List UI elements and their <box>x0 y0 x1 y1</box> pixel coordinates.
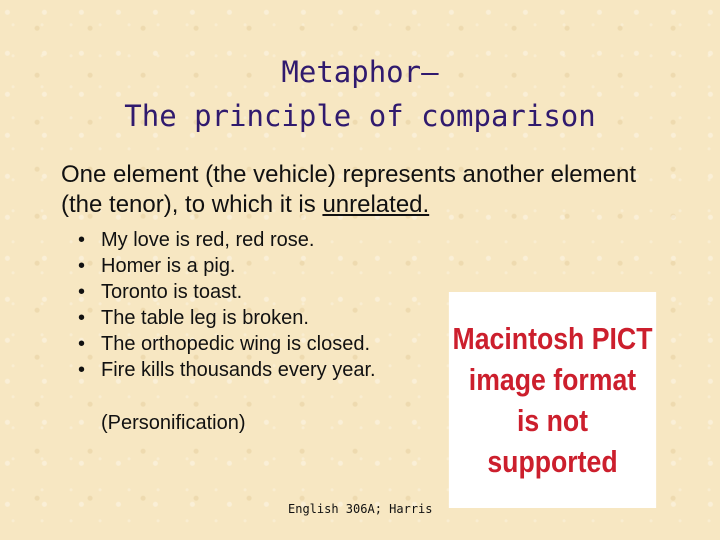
unsupported-image-placeholder <box>449 292 656 508</box>
bullet-icon: • <box>78 333 86 355</box>
list-item <box>78 331 458 357</box>
slide-title <box>0 50 720 138</box>
placeholder-line-1: Macintosh PICT <box>452 321 653 356</box>
intro-paragraph <box>61 160 671 220</box>
intro-underlined-word: unrelated. <box>322 191 430 218</box>
list-item <box>78 279 458 305</box>
bullet-icon: • <box>78 307 86 329</box>
bullet-list <box>78 227 458 383</box>
placeholder-line-3: is not supported <box>487 403 618 479</box>
title-line-1: Metaphor— <box>281 55 439 89</box>
intro-text: One element (the vehicle) represents another element (the tenor), to which it is <box>61 161 636 218</box>
list-item <box>78 305 458 331</box>
list-item <box>78 227 458 253</box>
bullet-icon: • <box>78 281 86 303</box>
list-item <box>78 357 458 383</box>
bullet-icon: • <box>78 359 86 381</box>
placeholder-line-2: image format <box>468 362 637 397</box>
list-item-text: Homer is a pig. <box>101 255 236 277</box>
bullet-icon: • <box>78 229 86 251</box>
bullet-continuation: (Personification) <box>101 412 246 434</box>
list-item-text: Fire kills thousands every year. <box>101 359 376 381</box>
list-item-text: My love is red, red rose. <box>101 229 315 251</box>
bullet-icon: • <box>78 255 86 277</box>
title-line-2: The principle of comparison <box>124 99 596 133</box>
list-item-text: The table leg is broken. <box>101 307 309 329</box>
list-item-text: Toronto is toast. <box>101 281 243 303</box>
list-item-text: The orthopedic wing is closed. <box>101 333 371 355</box>
slide-footer: English 306A; Harris <box>288 502 433 516</box>
list-item <box>78 253 458 279</box>
